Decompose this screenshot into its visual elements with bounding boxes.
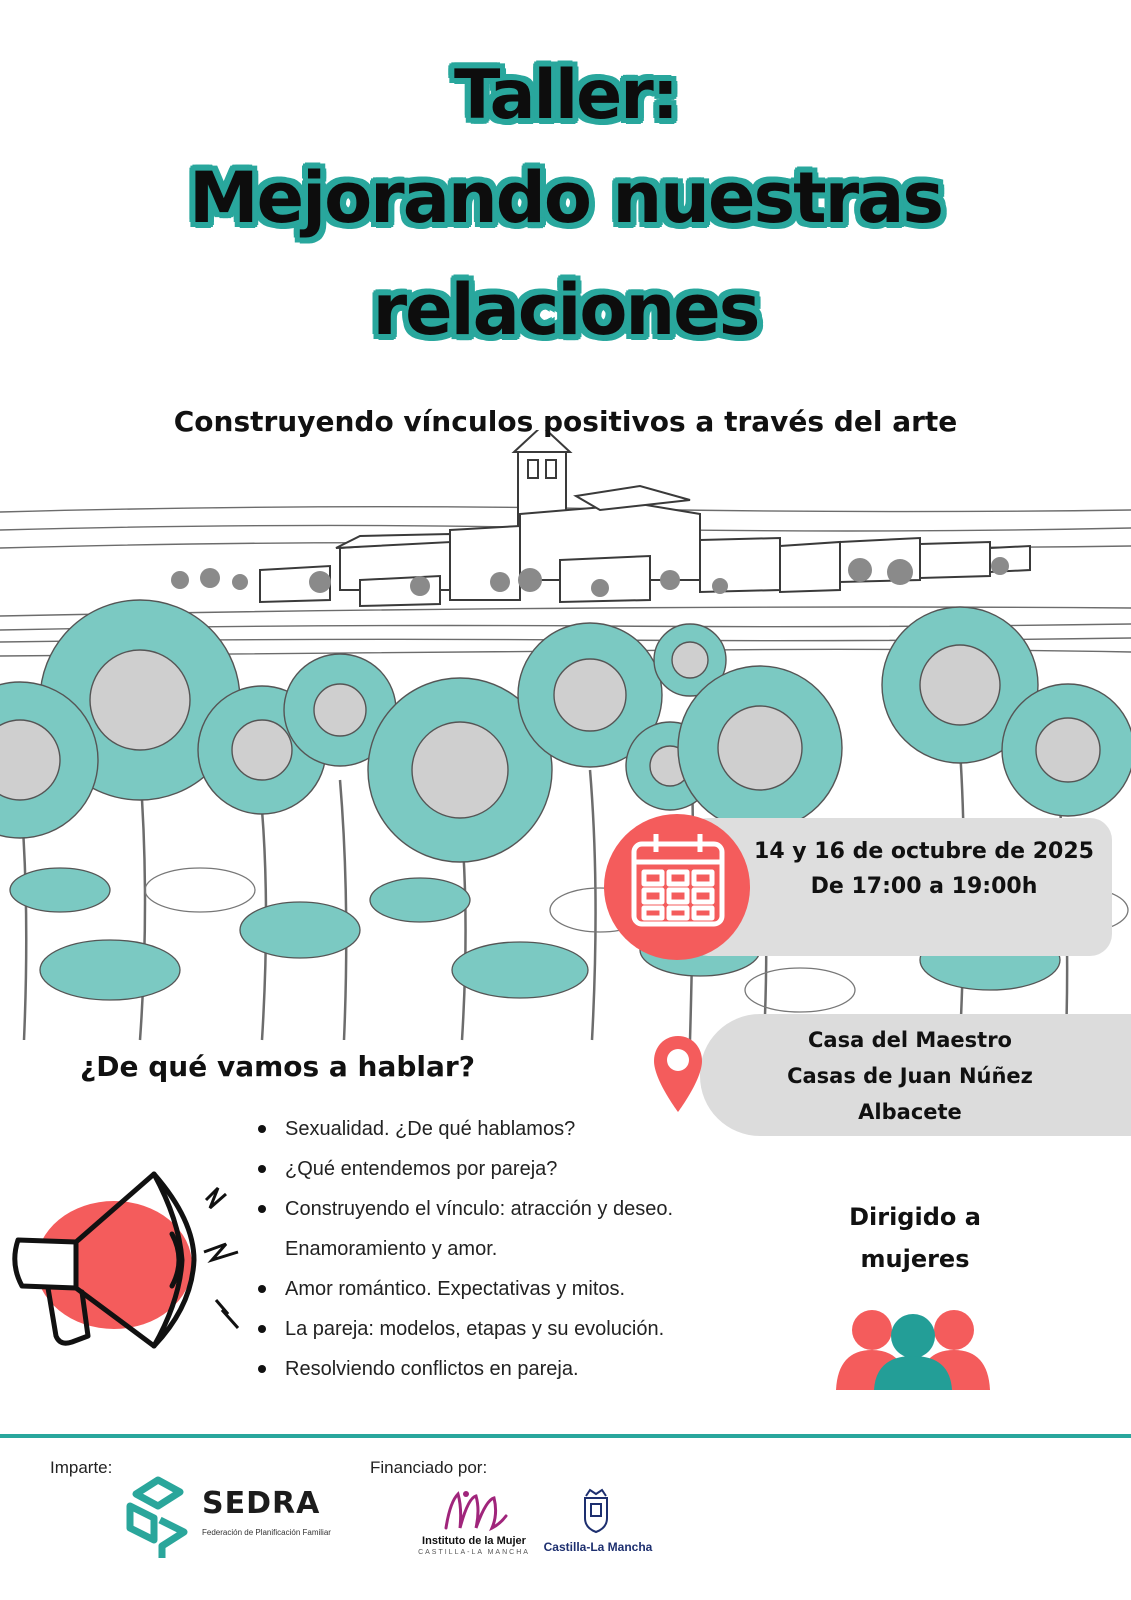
instituto-mujer-name: Instituto de la Mujer — [422, 1535, 526, 1547]
location-line-1: Casa del Maestro — [808, 1028, 1012, 1052]
financiado-label: Financiado por: — [370, 1458, 488, 1477]
megaphone-icon — [4, 1160, 244, 1360]
event-date-time — [744, 834, 1104, 904]
title-line-3: relaciones — [372, 269, 759, 351]
people-icon — [836, 1306, 990, 1390]
sedra-name: SEDRA — [202, 1486, 321, 1521]
topics-list — [258, 1109, 718, 1389]
list-item: ¿Qué entendemos por pareja? — [258, 1149, 718, 1189]
topics-heading: ¿De qué vamos a hablar? — [80, 1050, 475, 1083]
audience-line-2: mujeres — [860, 1245, 970, 1273]
title-line-1: Taller: — [454, 56, 677, 135]
footer-divider — [0, 1434, 1131, 1438]
list-item: Construyendo el vínculo: atracción y deseo. Enamoramiento y amor. — [258, 1189, 718, 1269]
calendar-icon — [604, 814, 750, 960]
location-line-2: Casas de Juan Núñez — [787, 1064, 1033, 1088]
subtitle: Construyendo vínculos positivos a través del arte — [173, 405, 958, 438]
list-item: Resolviendo conflictos en pareja. — [258, 1349, 718, 1389]
location-line-3: Albacete — [858, 1100, 962, 1124]
instituto-mujer-logo-icon — [440, 1488, 510, 1534]
location-pin-icon — [652, 1034, 704, 1116]
page-title — [0, 48, 1131, 368]
instituto-mujer-sub: CASTILLA-LA MANCHA — [418, 1549, 530, 1556]
castilla-la-mancha-name: Castilla-La Mancha — [543, 1540, 653, 1554]
list-item: Amor romántico. Expectativas y mitos. — [258, 1269, 718, 1309]
sunflower-field-illustration — [0, 430, 1131, 1052]
list-item: Sexualidad. ¿De qué hablamos? — [258, 1109, 718, 1149]
sedra-subtitle: Federación de Planificación Familiar — [202, 1528, 331, 1537]
sedra-logo-icon — [124, 1476, 190, 1562]
audience-line-1: Dirigido a — [849, 1203, 981, 1231]
list-item: La pareja: modelos, etapas y su evolución. — [258, 1309, 718, 1349]
event-date: 14 y 16 de octubre de 2025 — [754, 839, 1094, 864]
audience-label — [820, 1196, 1010, 1280]
event-time: De 17:00 a 19:00h — [810, 874, 1038, 899]
location-address — [760, 1022, 1060, 1130]
imparte-label: Imparte: — [50, 1458, 113, 1477]
castilla-la-mancha-crest-icon — [582, 1488, 610, 1534]
title-line-2: Mejorando nuestras — [188, 157, 943, 239]
calendar-badge — [604, 814, 750, 960]
